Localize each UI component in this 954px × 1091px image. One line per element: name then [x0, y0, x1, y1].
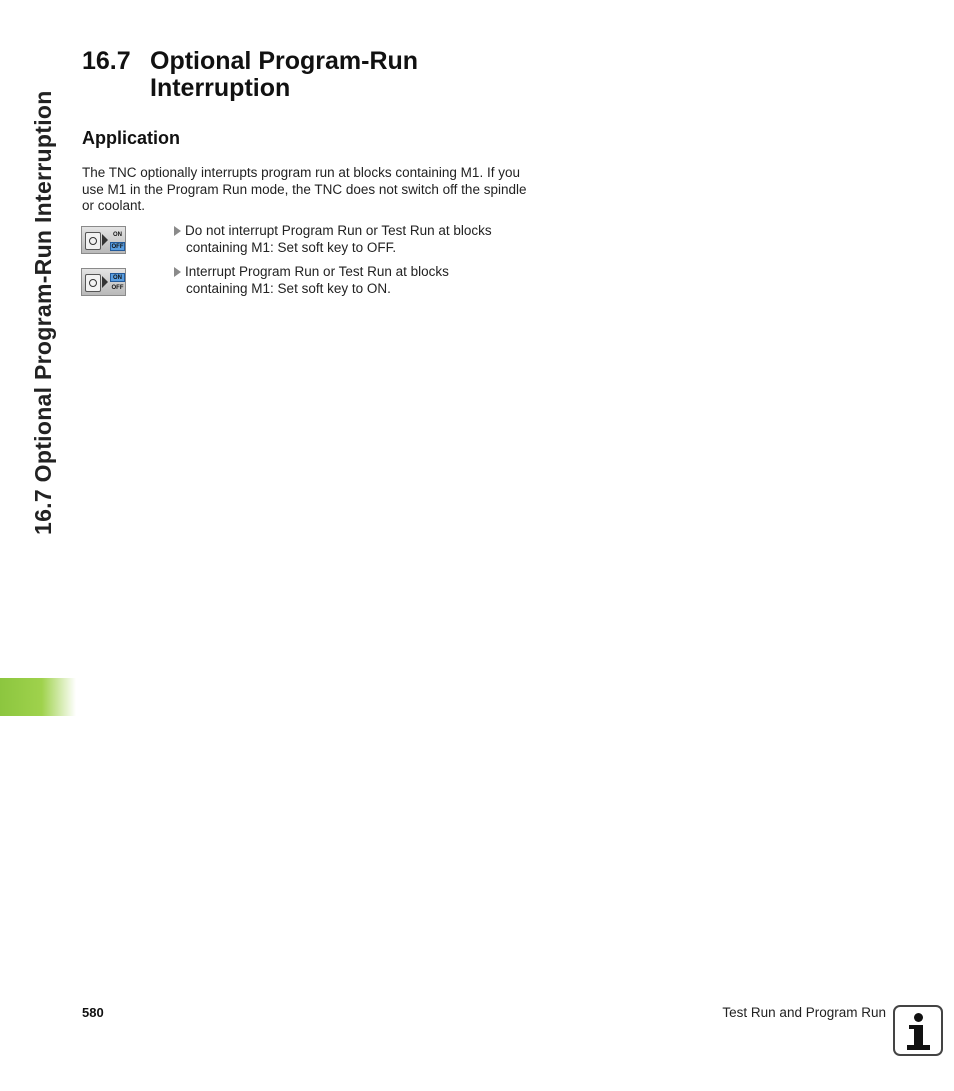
- softkey-m1-off[interactable]: [81, 226, 126, 254]
- bullet-triangle-icon: [174, 267, 181, 277]
- softkey-off-label: OFF: [111, 285, 124, 291]
- chapter-title: Optional Program-Run Interruption: [150, 47, 419, 102]
- section-heading: Application: [82, 128, 180, 148]
- softkey-m1-on[interactable]: [81, 268, 126, 296]
- knob-icon: [85, 274, 101, 292]
- item-line-2: containing M1: Set soft key to OFF.: [186, 239, 397, 255]
- arrow-right-icon: [102, 276, 108, 288]
- list-item: [172, 223, 532, 256]
- bullet-triangle-icon: [174, 226, 181, 236]
- footer-chapter-title: Test Run and Program Run: [722, 1005, 886, 1020]
- intro-paragraph: The TNC optionally interrupts program run at blocks containing M1. If you use M1 in the Program Run mode, the TNC does not switch off the spindle or coolant.: [82, 165, 527, 213]
- info-icon: [893, 1005, 943, 1056]
- knob-icon: [85, 232, 101, 250]
- chapter-tab-marker: [0, 678, 76, 716]
- arrow-right-icon: [102, 234, 108, 246]
- item-line-1: Do not interrupt Program Run or Test Run at blocks: [185, 223, 492, 238]
- item-line-1: Interrupt Program Run or Test Run at blocks: [185, 264, 449, 279]
- softkey-on-label: ON: [113, 232, 122, 238]
- item-line-2: containing M1: Set soft key to ON.: [186, 280, 391, 296]
- chapter-number: 16.7: [82, 47, 131, 75]
- softkey-on-label: ON: [110, 273, 125, 282]
- list-item: [172, 264, 532, 297]
- softkey-off-label: OFF: [111, 244, 124, 250]
- page-number: 580: [82, 1005, 104, 1020]
- side-tab-title: 16.7 Optional Program-Run Interruption: [30, 90, 56, 535]
